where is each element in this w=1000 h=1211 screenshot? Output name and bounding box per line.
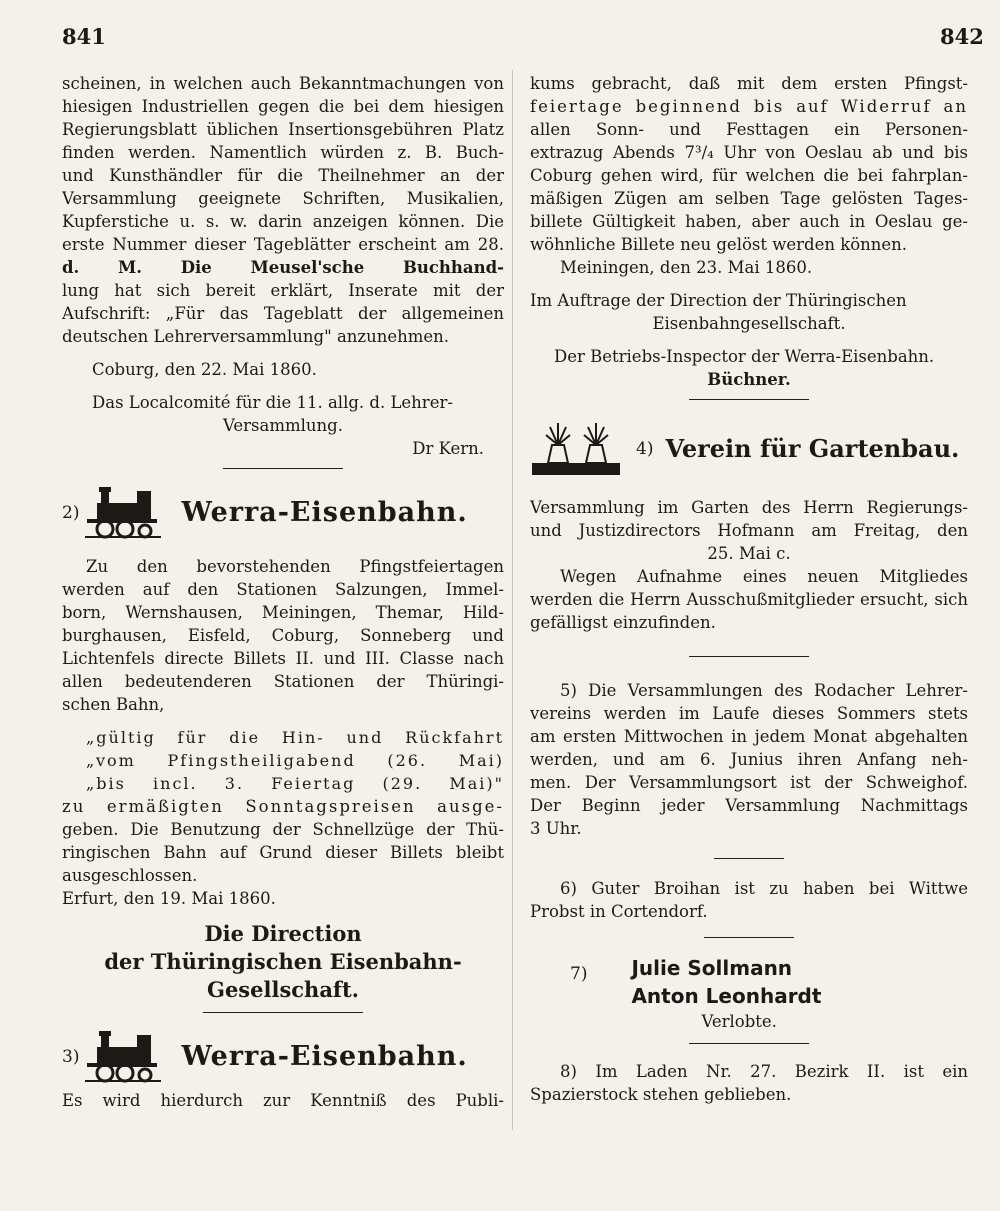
signature-line: Das Localcomité für die 11. allg. d. Lehrer- xyxy=(92,393,453,412)
text-line: Kupferstiche u. s. w. darin anzeigen können. Die xyxy=(62,212,504,231)
text-line: und Justizdirectors Hofmann am Freitag, den xyxy=(530,521,968,540)
text-line: ringischen Bahn auf Grund dieser Billets bleibt xyxy=(62,843,504,862)
engaged-name: Anton Leonhardt xyxy=(631,984,822,1008)
ad-header-werra-2 xyxy=(62,1025,504,1089)
quote-line: „vom Pfingstheiligabend (26. Mai) xyxy=(86,751,504,770)
locomotive-icon xyxy=(79,485,163,541)
text-line: und Kunsthändler für die Theilnehmer an der xyxy=(62,166,504,185)
text-line: Regierungsblatt üblichen Insertionsgebühren Platz xyxy=(62,120,504,139)
text-line: scheinen, in welchen auch Bekanntmachungen von xyxy=(62,74,504,93)
text-line: zu ermäßigten Sonntagspreisen ausge- xyxy=(62,797,504,816)
ad-header-gartenbau xyxy=(530,412,968,486)
text-line: 6) Guter Broihan ist zu haben bei Wittwe xyxy=(560,879,968,898)
text-line: burghausen, Eisfeld, Coburg, Sonneberg und xyxy=(62,626,504,645)
text-line: deutschen Lehrerversammlung" anzunehmen. xyxy=(62,327,450,346)
signature-heading: der Thüringischen Eisenbahn- xyxy=(104,949,462,974)
text-line: gefälligst einzufinden. xyxy=(530,613,716,632)
dateline: Meiningen, den 23. Mai 1860. xyxy=(560,258,813,277)
text-line: Es wird hierdurch zur Kenntniß des Publi- xyxy=(62,1091,504,1110)
signature-heading: Die Direction xyxy=(204,921,362,946)
ad-title: Werra-Eisenbahn. xyxy=(181,497,468,528)
flower-pots-icon xyxy=(530,419,622,479)
text-line: werden auf den Stationen Salzungen, Immel- xyxy=(62,580,504,599)
dateline: Erfurt, den 19. Mai 1860. xyxy=(62,889,276,908)
text-line: geben. Die Benutzung der Schnellzüge der Thü- xyxy=(62,820,504,839)
text-line: Zu den bevorstehenden Pfingstfeiertagen xyxy=(86,557,504,576)
text-line: kums gebracht, daß mit dem ersten Pfingst- xyxy=(530,74,968,93)
signature-line: Der Betriebs-Inspector der Werra-Eisenbahn. xyxy=(554,347,935,366)
left-column xyxy=(62,72,504,1112)
text-line: Versammlung im Garten des Herrn Regierungs- xyxy=(530,498,968,517)
dateline: Coburg, den 22. Mai 1860. xyxy=(92,360,317,379)
text-line: Coburg gehen wird, für welchen die bei fahrplan- xyxy=(530,166,968,185)
signature-name: Büchner. xyxy=(707,370,791,389)
text-line: werden die Herrn Ausschußmitglieder ersucht, sich xyxy=(530,590,968,609)
text-line: feiertage beginnend bis auf Widerruf an xyxy=(530,97,968,116)
signature-name: Dr Kern. xyxy=(412,439,484,458)
text-line: mäßigen Zügen am selben Tage gelösten Tages- xyxy=(530,189,968,208)
separator-rule xyxy=(689,1043,809,1044)
text-line: allen Sonn- und Festtagen ein Personen- xyxy=(530,120,968,139)
engaged-name: Julie Sollmann xyxy=(631,956,793,980)
text-line: erste Nummer dieser Tageblätter erscheint am 28. xyxy=(62,235,504,254)
page-number-right: 842 xyxy=(940,24,984,49)
text-line: extrazug Abends 7³/₄ Uhr von Oeslau ab und bis xyxy=(530,143,968,162)
text-line: Wegen Aufnahme eines neuen Mitgliedes xyxy=(560,567,968,586)
text-line: schen Bahn, xyxy=(62,695,165,714)
ad-number: 2) xyxy=(62,503,80,523)
signature-line: Versammlung. xyxy=(223,416,343,435)
text-line: Lichtenfels directe Billets II. und III. Classe nach xyxy=(62,649,504,668)
text-line: d. M. Die Meusel'sche Buchhand- xyxy=(62,258,504,277)
locomotive-icon xyxy=(79,1029,163,1085)
engagement-label: Verlobte. xyxy=(701,1012,777,1031)
text-line: Versammlung geeignete Schriften, Musikalien, xyxy=(62,189,504,208)
text-line: born, Wernshausen, Meiningen, Themar, Hild- xyxy=(62,603,504,622)
ad-number: 4) xyxy=(636,439,654,459)
text-line: ausgeschlossen. xyxy=(62,866,198,885)
text-line: Spazierstock stehen geblieben. xyxy=(530,1085,792,1104)
quote-line: „gültig für die Hin- und Rückfahrt xyxy=(86,728,504,747)
page-number-left: 841 xyxy=(62,24,106,49)
text-line: am ersten Mittwochen in jedem Monat abgehalten xyxy=(530,727,968,746)
text-line: wöhnliche Billete neu gelöst werden können. xyxy=(530,235,908,254)
separator-rule xyxy=(689,656,809,657)
ad-number: 7) xyxy=(570,964,588,984)
text-line: hiesigen Industriellen gegen die bei dem hiesigen xyxy=(62,97,504,116)
text-line: finden werden. Namentlich würden z. B. Buch- xyxy=(62,143,504,162)
text-line: Der Beginn jeder Versammlung Nachmittags xyxy=(530,796,968,815)
text-line: werden, und am 6. Junius ihren Anfang neh- xyxy=(530,750,968,769)
ad-number: 3) xyxy=(62,1047,80,1067)
text-line: men. Der Versammlungsort ist der Schweighof. xyxy=(530,773,968,792)
text-line: Aufschrift: „Für das Tageblatt der allgemeinen xyxy=(62,304,504,323)
ad-title: Werra-Eisenbahn. xyxy=(181,1041,468,1072)
separator-rule xyxy=(689,399,809,400)
quote-line: „bis incl. 3. Feiertag (29. Mai)" xyxy=(86,774,504,793)
text-line: 3 Uhr. xyxy=(530,819,582,838)
ad-title: Verein für Gartenbau. xyxy=(665,434,960,463)
right-column xyxy=(530,72,968,1106)
text-line: Probst in Cortendorf. xyxy=(530,902,708,921)
signature-heading: Gesellschaft. xyxy=(207,977,359,1002)
text-line: lung hat sich bereit erklärt, Inserate mit der xyxy=(62,281,504,300)
text-line: billete Gültigkeit haben, aber auch in Oeslau ge- xyxy=(530,212,968,231)
engagement-notice xyxy=(530,954,968,1033)
separator-rule xyxy=(704,937,794,938)
text-line: allen bedeutenderen Stationen der Thüringi- xyxy=(62,672,504,691)
separator-rule xyxy=(714,858,784,859)
separator-rule xyxy=(223,468,343,469)
column-divider xyxy=(512,70,513,1130)
text-line: 8) Im Laden Nr. 27. Bezirk II. ist ein xyxy=(560,1062,968,1081)
text-line: 25. Mai c. xyxy=(707,544,791,563)
text-line: 5) Die Versammlungen des Rodacher Lehrer- xyxy=(560,681,968,700)
signature-line: Eisenbahngesellschaft. xyxy=(652,314,846,333)
text-line: vereins werden im Laufe dieses Sommers stets xyxy=(530,704,968,723)
signature-line: Im Auftrage der Direction der Thüringischen xyxy=(530,291,907,310)
separator-rule xyxy=(203,1012,363,1013)
ad-header-werra-1 xyxy=(62,481,504,545)
